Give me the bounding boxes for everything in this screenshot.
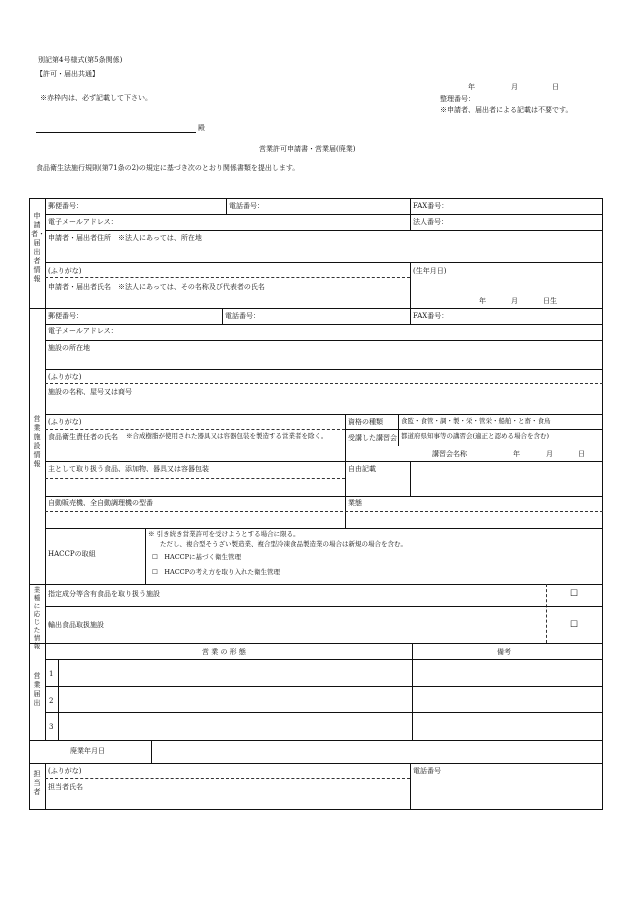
- haccp-note-1: ※ 引き続き営業許可を受けようとする場合に限る。: [148, 530, 300, 538]
- haccp-option-1[interactable]: ☐ HACCPに基づく衛生管理: [152, 553, 242, 561]
- intro-text: 食品衛生法施行規則(第71条の2)の規定に基づき次のとおり関係書類を提出します。: [36, 164, 300, 172]
- applicant-corp-no[interactable]: 法人番号：: [413, 218, 448, 226]
- applicant-furigana[interactable]: (ふりがな): [48, 267, 82, 275]
- birth-year[interactable]: 年: [479, 297, 486, 305]
- applicant-email[interactable]: 電子メールアドレス：: [48, 218, 118, 226]
- applicant-section-label: 申請者・届出者情報: [31, 212, 45, 283]
- manager-name-label[interactable]: 食品衛生責任者の氏名: [48, 433, 118, 441]
- qualification-options[interactable]: 食監・食管・調・製・栄・管栄・船舶・と畜・食鳥: [401, 417, 551, 425]
- facility-furigana[interactable]: (ふりがな): [48, 373, 82, 381]
- applicant-name[interactable]: 申請者・届出者氏名 ※法人にあっては、その名称及び代表者の氏名: [48, 283, 265, 291]
- contact-furigana[interactable]: (ふりがな): [48, 767, 82, 775]
- haccp-option-2[interactable]: ☐ HACCPの考え方を取り入れた衛生管理: [152, 568, 281, 576]
- addressee-line[interactable]: [36, 132, 196, 133]
- addressee-suffix: 殿: [198, 124, 205, 132]
- contact-name[interactable]: 担当者氏名: [48, 783, 83, 791]
- birth-month[interactable]: 月: [511, 297, 518, 305]
- facility-location[interactable]: 施設の所在地: [48, 344, 90, 352]
- facility-name[interactable]: 施設の名称、屋号又は商号: [48, 388, 132, 396]
- business-form-header: 営 業 の 形 態: [202, 648, 246, 656]
- industry-section-label: 業種に応じた情報: [33, 586, 41, 650]
- course-name-label[interactable]: 講習会名称: [432, 450, 467, 458]
- applicant-postal[interactable]: 郵便番号：: [48, 202, 83, 210]
- manager-note: ※合成樹脂が使用された器具又は容器包装を製造する営業者を除く。: [126, 432, 328, 440]
- contact-section-label: 担当者: [33, 770, 41, 796]
- course-month[interactable]: 月: [546, 450, 553, 458]
- business-row-2[interactable]: 2: [49, 697, 54, 705]
- business-type-label[interactable]: 業態: [348, 499, 362, 507]
- applicant-address[interactable]: 申請者・届出者住所 ※法人にあっては、所在地: [48, 234, 202, 242]
- applicant-fax[interactable]: FAX番号：: [413, 202, 449, 210]
- course-day[interactable]: 日: [578, 450, 585, 458]
- course-year[interactable]: 年: [513, 450, 520, 458]
- free-text-label[interactable]: 自由記載: [348, 465, 376, 473]
- form-kind: 【許可・届出共通】: [36, 70, 99, 78]
- form-id: 別記第4号様式(第5条関係): [38, 56, 123, 64]
- facility-postal[interactable]: 郵便番号：: [48, 312, 83, 320]
- applicant-phone[interactable]: 電話番号：: [229, 202, 264, 210]
- contact-phone[interactable]: 電話番号: [413, 767, 441, 775]
- haccp-note-2: ただし、複合型そうざい製造業、複合型冷凍食品製造業の場合は新規の場合を含む。: [160, 540, 407, 548]
- date-month: 月: [511, 83, 518, 91]
- main-foods-label[interactable]: 主として取り扱う食品、添加物、器具又は容器包装: [48, 465, 209, 473]
- course-description: 都道府県知事等の講習会(適正と認める場合を含む): [401, 432, 550, 440]
- course-label: 受講した講習会: [348, 434, 397, 442]
- date-day: 日: [552, 83, 559, 91]
- facility-fax[interactable]: FAX番号：: [413, 312, 449, 320]
- business-section-label: 営業届出: [33, 672, 41, 707]
- business-row-3[interactable]: 3: [49, 723, 54, 731]
- applicant-birth-label: (生年月日): [413, 267, 447, 275]
- industry-item-2-checkbox[interactable]: ☐: [570, 620, 579, 630]
- industry-item-1-checkbox[interactable]: ☐: [570, 589, 579, 599]
- facility-section-label: 営業施設情報: [33, 415, 41, 468]
- facility-phone[interactable]: 電話番号：: [225, 312, 260, 320]
- required-note: ※赤枠内は、必ず記載して下さい。: [40, 94, 152, 102]
- manager-furigana[interactable]: (ふりがな): [48, 418, 82, 426]
- vending-machine-label[interactable]: 自動販売機、全自動調理機の型番: [48, 499, 153, 507]
- reference-number: 整理番号：: [440, 95, 475, 103]
- closure-date-label: 廃業年月日: [70, 747, 105, 755]
- birth-day[interactable]: 日生: [543, 297, 557, 305]
- business-row-1[interactable]: 1: [49, 670, 54, 678]
- remarks-header: 備考: [497, 648, 511, 656]
- haccp-label: HACCPの取組: [48, 550, 96, 558]
- qualification-type-label: 資格の種類: [348, 418, 383, 426]
- reference-note: ※申請者、届出者による記載は不要です。: [440, 106, 573, 114]
- date-year: 年: [468, 83, 475, 91]
- page-title: 営業許可申請書・営業届(廃業): [259, 145, 356, 153]
- facility-email[interactable]: 電子メールアドレス：: [48, 327, 118, 335]
- industry-item-1: 指定成分等含有食品を取り扱う施設: [48, 590, 160, 598]
- facility-divider: [45, 308, 46, 584]
- industry-item-2: 輸出食品取扱施設: [48, 621, 104, 629]
